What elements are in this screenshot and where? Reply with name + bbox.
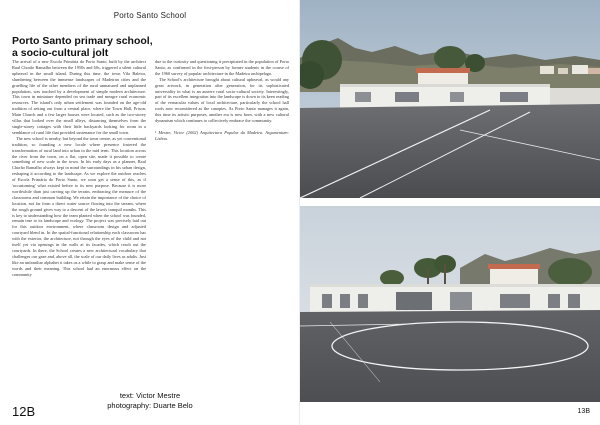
page-number-right: 13B [577, 408, 590, 415]
col2-paragraph: The School's architecture brought about cultural upheaval, as would any great artwork, in generation after generation, for its sophisticated universality in what is an austere rural socio-cultural society. Interestingly, part of its excellent integration into the landscape is down to its keen reading of the vernacular values of local architecture, particularly the school hall roofs now reconsidered as the canopies. As Porto Santo manages it again, this time its artistic purposes, another era is now born, with a new cultural dynamism which continues to collectively embrace the community. [155, 76, 289, 124]
running-head: Porto Santo School [113, 11, 187, 20]
photo-school-courtyard [300, 0, 600, 198]
credit-text: text: Victor Mestre [119, 391, 181, 400]
article-title-line-2: a socio-cultural jolt [12, 47, 109, 59]
photo-school-circle-image [300, 206, 600, 402]
credit-photo: photography: Duarte Belo [107, 400, 193, 410]
col2-paragraph: due to the curiosity and questioning it precipitated in the population of Porto Santo, as confirmed in the first-person by former students in the course of the 1960 survey of popular architecture in the Madeira archipelago. [155, 59, 289, 76]
article-column-2 [155, 59, 289, 219]
photo-school-circle [300, 206, 600, 402]
col1-paragraph: The new school is nearby, but beyond the town centre, as yet conventional tradition, so founding a new locale where presence fostered the transformation of rural land into urban in the mid term. This location across the river from the town, on a flat, open site, made it possible to create something of new scale in the town. In his early days as a planner, Raul Chorão Ramalho always kept in mind the surroundings in his urban design, reshaping it according to the landscape. As we explore the outdoor reaches of Escola Primária do Porto Santo, we soon get a sense of this, as if 'accustoming' what existed before to its new purpose. Because it is more worthwhile than just carving up the terrain, embracing the measure of the classrooms and common building. We retain the importance of the choice of location, not far from a direct water source flowing into the stream, where the rough ground gives way to a descent of the lawn's tranquil months. This is key to understanding how the team planted when the school was founded, remain true to its landscape and ecology. The project was precisely laid out for this outdoor environment, where classroom design and adjusted courtyard blend in. In the spatial-functional relationship each classroom has with the exterior, the architecture, not through the eyes of the child and not itself yet via openings in the walls at its facades, which reach out the courtyards. In there, the School creates a new architectural vocabulary that challenges our gaze and, above all, the scale of our daily lives as adults. Just like an unfamiliar alphabet it takes us a while to grasp and make sense of the words and their meaning. This school had an enormous effect on the community [12, 135, 146, 277]
photo-school-courtyard-image [300, 0, 600, 198]
article-title [12, 35, 162, 59]
article-column-1 [12, 59, 146, 391]
col1-paragraph: The arrival of a new Escola Primária do Porto Santo, built by the architect Raul Chorão Ramalho between the 1950s and 60s, triggered a silent cultural upheaval in the small island. During this time, the town Vila Baleira, slumbering between the immense landscapes of Madeiran cities and the gruelling life of the other members of the rural unmatured and unplanned population, was touched by a development of simple modern architecture. This town in miniature depended on sea trade and meagre rural economic resources. The island's only urban settlement was founded on the age-old tradition of setting out from a central place, where the Town Hall, Prison, Main Church and a few larger houses were located, such as the two-storey villas that looked over the small alleys, distancing themselves from the single-storey cottages with their little backyards looking for room in a semblance of rural life that provided sustenance for the small town. [12, 59, 146, 135]
footnote: ¹ Mestre, Victor (2002) Arquitectura Popular da Madeira. Argumentum: Lisboa. [155, 129, 289, 141]
article-title-line-1: Porto Santo primary school, [12, 35, 153, 47]
right-page [300, 0, 600, 425]
credits [0, 391, 300, 410]
page-number-left: 12B [12, 404, 36, 419]
